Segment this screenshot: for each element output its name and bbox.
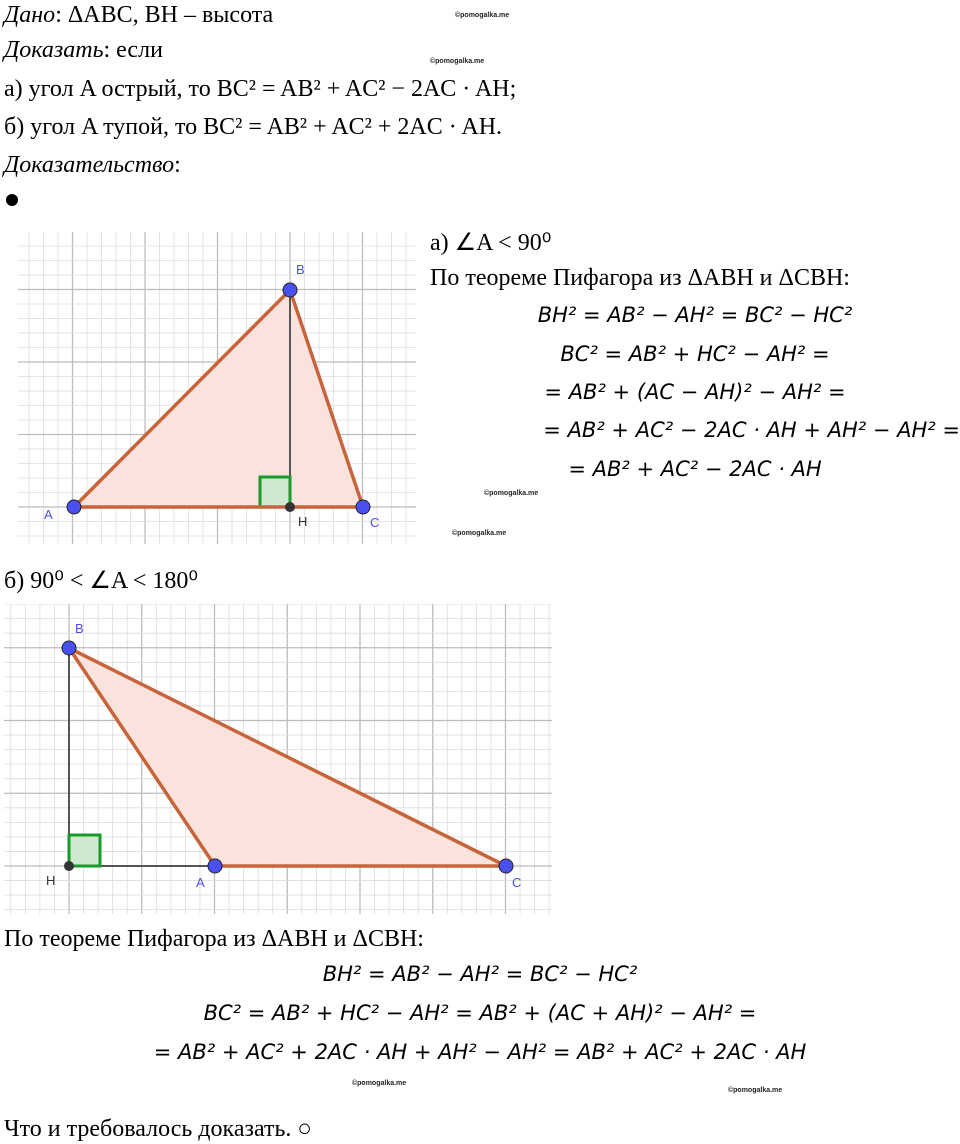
part-b-eq-3: = AB² + AC² + 2AC · AH + AH² − AH² = AB² + AC² + 2AC · AH	[153, 1040, 807, 1064]
label-a: A	[44, 507, 53, 522]
part-a-heading: а) ∠A < 90⁰	[430, 230, 552, 256]
prove-text: : если	[103, 37, 163, 63]
figure-acute-triangle	[18, 232, 416, 544]
label-a: A	[196, 875, 205, 890]
proof-label: Доказательство	[4, 152, 175, 178]
point-c	[499, 859, 513, 873]
label-c: C	[512, 875, 522, 890]
bullet-point	[6, 194, 18, 206]
watermark: ©pomogalka.me	[455, 12, 510, 19]
proof-text: :	[174, 152, 181, 178]
label-h: H	[46, 873, 56, 888]
point-a	[67, 500, 81, 514]
point-c	[356, 500, 370, 514]
given-label: Дано	[4, 2, 56, 28]
point-b	[62, 641, 76, 655]
part-b-intro: По теореме Пифагора из ΔABH и ΔCBH:	[4, 926, 424, 952]
figure-obtuse-triangle	[4, 604, 552, 914]
label-b: B	[296, 262, 305, 277]
label-h: H	[298, 514, 308, 529]
watermark: ©pomogalka.me	[352, 1080, 407, 1087]
case-b-statement: б) угол A тупой, то BC² = AB² + AC² + 2AC · AH.	[4, 114, 503, 140]
point-a	[208, 859, 222, 873]
watermark: ©pomogalka.me	[452, 530, 507, 537]
case-a-statement: а) угол A острый, то BC² = AB² + AC² − 2AC · AH;	[4, 76, 517, 102]
part-b-eq-1: BH² = AB² − AH² = BC² − HC²	[322, 962, 638, 986]
watermark: ©pomogalka.me	[430, 58, 485, 65]
point-h	[64, 861, 74, 871]
part-a-intro: По теореме Пифагора из ΔABH и ΔCBH:	[430, 265, 850, 291]
point-h	[285, 502, 295, 512]
proof-line	[4, 150, 181, 180]
label-b: B	[75, 621, 84, 636]
part-a-eq-5: = AB² + AC² − 2AC · AH	[568, 457, 822, 481]
right-angle-mark	[69, 835, 100, 866]
part-a-eq-4: = AB² + AC² − 2AC · AH + AH² − AH² =	[543, 418, 960, 442]
part-a-eq-2: BC² = AB² + HC² − AH² =	[560, 342, 830, 366]
label-c: C	[370, 515, 380, 530]
given-text: : ΔABC, BH – высота	[55, 2, 274, 28]
part-a-eq-1: BH² = AB² − AH² = BC² − HC²	[537, 303, 853, 327]
prove-label: Доказать	[4, 37, 104, 63]
watermark: ©pomogalka.me	[484, 490, 539, 497]
part-b-heading: б) 90⁰ < ∠A < 180⁰	[4, 568, 199, 594]
right-angle-mark	[260, 477, 290, 507]
given-line	[4, 0, 273, 30]
watermark: ©pomogalka.me	[728, 1087, 783, 1094]
part-b-eq-2: BC² = AB² + HC² − AH² = AB² + (AC + AH)² − AH² =	[203, 1001, 757, 1025]
part-a-eq-3: = AB² + (AC − AH)² − AH² =	[544, 380, 846, 404]
point-b	[283, 283, 297, 297]
prove-line	[4, 35, 163, 65]
conclusion: Что и требовалось доказать. ○	[4, 1116, 312, 1142]
triangle-fill	[74, 290, 363, 507]
